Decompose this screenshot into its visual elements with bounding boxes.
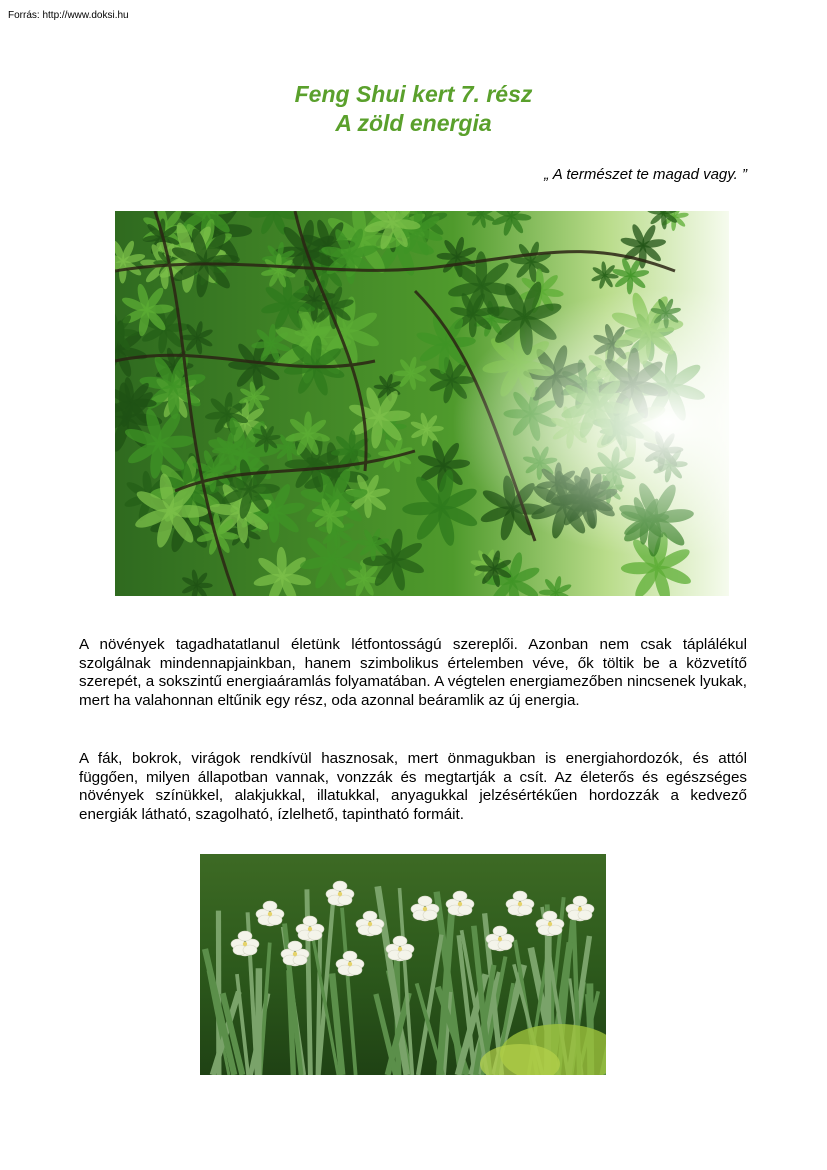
paragraph-2: A fák, bokrok, virágok rendkívül hasznosak, mert önmagukban is energiahordozók, és attól függően, milyen állapotban vannak, vonzzák és megtartják a csít. Az életerős és egészséges növények színükkel, alakjukkal, illatukkal, anyagukkal jelzésértékűen hordozzák a kedvező energiák látható, szagolható, ízlelhető, tapintható formáit. <box>79 750 747 823</box>
paragraph-1: A növények tagadhatatlanul életünk létfontosságú szereplői. Azonban nem csak táplálékul szolgálnak mindennapjainkban, hanem szimbolikus értelemben véve, ők töltik be a közvetítő szerepét, a sokszintű energiaáramlás folyamatában. A végtelen energiamezőben nincsenek lyukak, mert ha valahonnan eltűnik egy rész, oda azonnal beáramlik az új energia. <box>79 636 747 709</box>
white-iris-garden-photo <box>200 854 606 1075</box>
page-subtitle: A zöld energia <box>335 110 492 136</box>
page-title: Feng Shui kert 7. rész <box>294 81 533 107</box>
source-note: Forrás: http://www.doksi.hu <box>8 10 129 21</box>
maple-leaves-photo <box>115 211 729 596</box>
epigraph-quote: „ A természet te magad vagy. ” <box>544 166 747 183</box>
